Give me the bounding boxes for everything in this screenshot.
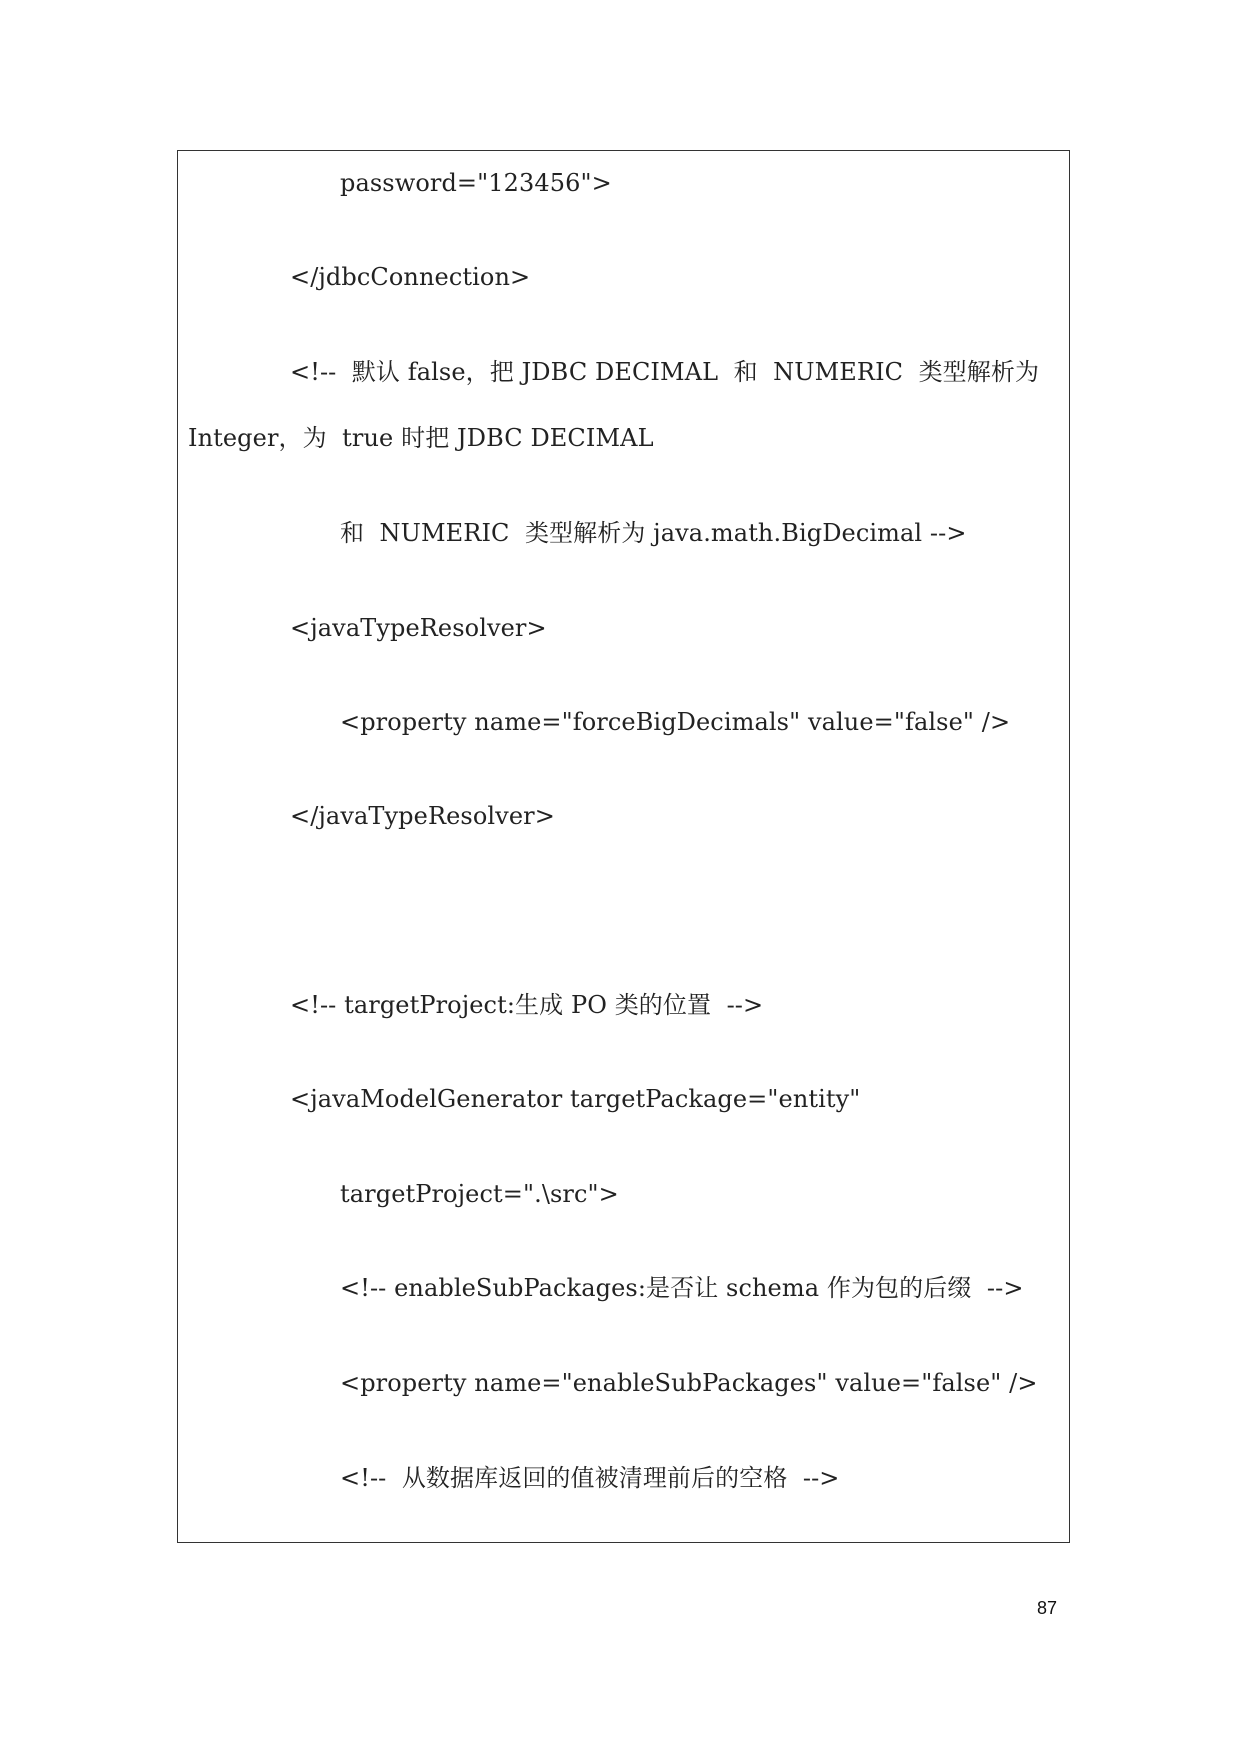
code-line-11: targetProject=".\src"> (340, 1180, 619, 1208)
code-line-13: <property name="enableSubPackages" value="false" /> (340, 1369, 1038, 1397)
code-line-10: <javaModelGenerator targetPackage="entity" (290, 1085, 861, 1113)
code-line-12: <!-- enableSubPackages:是否让 schema 作为包的后缀 --> (340, 1274, 1024, 1302)
page-number: 87 (1037, 1598, 1058, 1618)
code-line-7: <property name="forceBigDecimals" value="false" /> (340, 708, 1011, 736)
code-line-6: <javaTypeResolver> (290, 614, 547, 642)
code-line-3: <!-- 默认 false，把 JDBC DECIMAL 和 NUMERIC 类型解析为 (290, 358, 1040, 386)
code-line-14: <!-- 从数据库返回的值被清理前后的空格 --> (340, 1464, 840, 1492)
code-line-9: <!-- targetProject:生成 PO 类的位置 --> (290, 991, 764, 1019)
code-line-4: Integer，为 true 时把 JDBC DECIMAL (188, 424, 654, 452)
code-line-5: 和 NUMERIC 类型解析为 java.math.BigDecimal --> (340, 519, 967, 547)
code-line-1: password="123456"> (340, 169, 612, 197)
code-line-2: </jdbcConnection> (290, 263, 531, 291)
code-line-8: </javaTypeResolver> (290, 802, 555, 830)
